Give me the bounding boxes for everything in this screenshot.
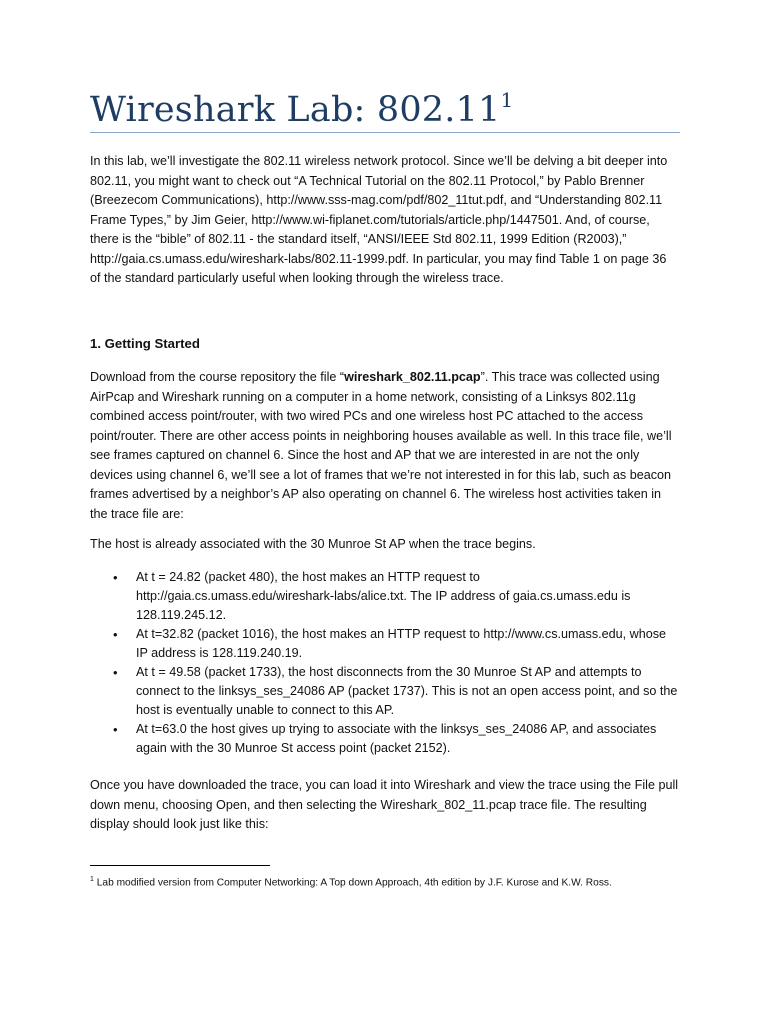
page-title [90,88,690,130]
list-item-text: At t = 24.82 (packet 480), the host makes an HTTP request to http://gaia.cs.umass.edu/wireshark-labs/alice.txt. The IP address of gaia.cs.umass.edu is 128.119.245.12. [136,570,631,622]
list-item-text: At t=63.0 the host gives up trying to associate with the linksys_ses_24086 AP, and associates again with the 30 Munroe St access point (packet 2152). [136,722,657,755]
title-text: Wireshark Lab: 802.11 [90,90,501,130]
closing-paragraph [90,776,680,835]
host-association-text: The host is already associated with the 30 Munroe St AP when the trace begins. [90,537,536,551]
bullet-icon: • [113,722,118,737]
trace-filename: wireshark_802.11.pcap [344,370,481,384]
list-item [90,568,680,625]
footnote-divider [90,865,270,866]
download-intro-text: Download from the course repository the file “ [90,370,345,384]
host-activities-list [90,568,680,758]
bullet-icon: • [113,570,118,585]
list-item-text: At t = 49.58 (packet 1733), the host disconnects from the 30 Munroe St AP and attempts to connect to the linksys_ses_24086 AP (packet 1737). This is not an open access point, and so the host is eventually unable to connect to this AP. [136,665,678,717]
title-underline [90,132,680,133]
list-item [90,720,680,758]
footnote-mark: 1 [90,876,94,883]
host-association-paragraph [90,535,680,555]
bullet-icon: • [113,627,118,642]
list-item-text: At t=32.82 (packet 1016), the host makes an HTTP request to http://www.cs.umass.edu, whose IP address is 128.119.240.19. [136,627,667,660]
list-item [90,663,680,720]
intro-text: In this lab, we’ll investigate the 802.11 wireless network protocol. Since we’ll be delving a bit deeper into 802.11, you might want to check out “A Technical Tutorial on the 802.11 Protocol,” by Pablo Brenner (Breezecom Communications), http://www.sss-mag.com/pdf/802_11tut.pdf, and “Understanding 802.11 Frame Types,” by Jim Geier, http://www.wi-fiplanet.com/tutorials/article.php/1447501. And, of course, there is the “bible” of 802.11 - the standard itself, “ANSI/IEEE Std 802.11, 1999 Edition (R2003),” http://gaia.cs.umass.edu/wireshark-labs/802.11-1999.pdf. In particular, you may find Table 1 on page 36 of the standard particularly useful when looking through the wireless trace. [90,154,668,285]
trace-description-text: ”. This trace was collected using AirPcap and Wireshark running on a computer in a home network, consisting of a Linksys 802.11g combined access point/router, with two wired PCs and one wireless host PC attached to the access point/router. There are other access points in neighboring houses available as well. In this trace file, we’ll see frames captured on channel 6. Since the host and AP that we are interested in are not the only devices using channel 6, we’ll see a lot of frames that we’re not interested in for this lab, such as beacon frames advertised by a neighbor’s AP also operating on channel 6. The wireless host activities taken in the trace file are: [90,370,672,521]
title-footnote-mark: 1 [500,88,514,112]
closing-text: Once you have downloaded the trace, you can load it into Wireshark and view the trace using the File pull down menu, choosing Open, and then selecting the Wireshark_802_11.pcap trace file. The resulting display should look just like this: [90,778,679,831]
bullet-icon: • [113,665,118,680]
list-item [90,625,680,663]
footnote-text: Lab modified version from Computer Networking: A Top down Approach, 4th edition by J.F. Kurose and K.W. Ross. [93,877,612,889]
intro-paragraph [90,152,680,289]
section-heading-getting-started: 1. Getting Started [90,336,200,351]
getting-started-text [90,368,680,524]
getting-started-paragraph [90,368,680,524]
footnote [90,872,680,890]
